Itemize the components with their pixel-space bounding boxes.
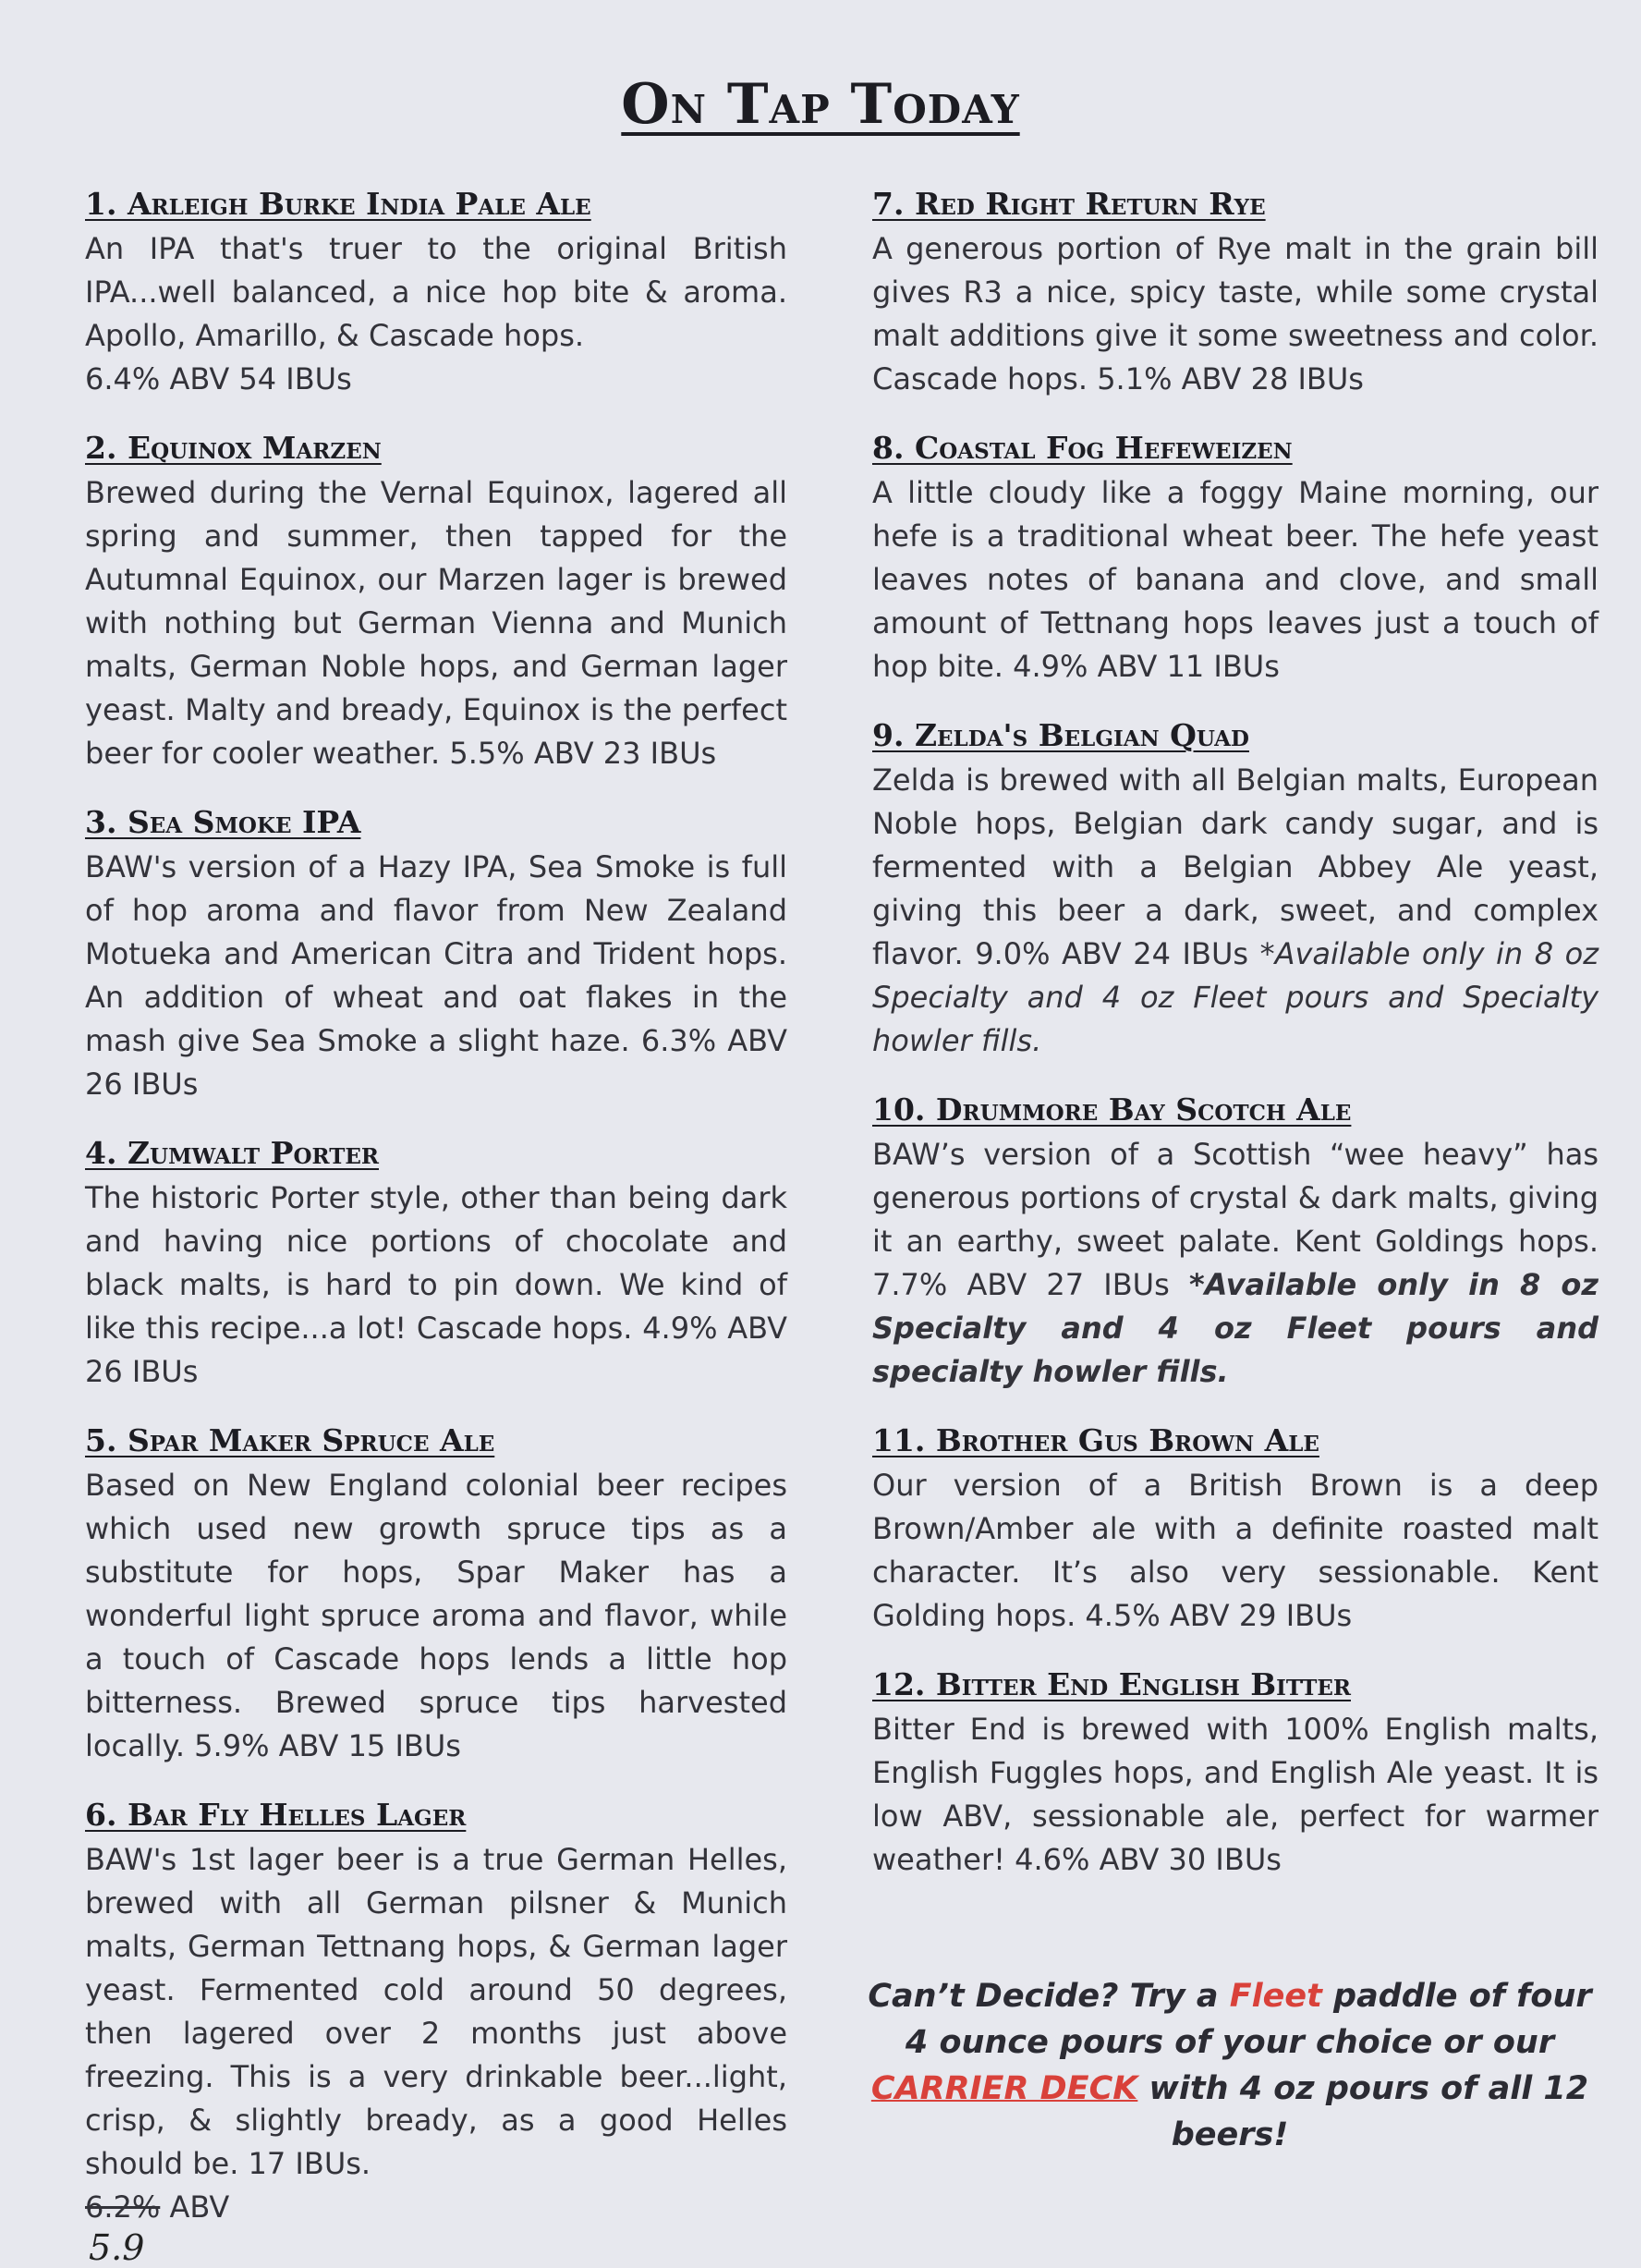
beer-item-3 [85, 799, 787, 1106]
beer-name: 3. Sea Smoke IPA [85, 804, 361, 840]
promo-callout [865, 1973, 1595, 2158]
availability-note: *Available only in 8 oz Specialty and 4 oz Fleet pours and Specialty howler fills. [872, 936, 1599, 1058]
beer-name: 8. Coastal Fog Hefeweizen [872, 430, 1293, 466]
promo-text: Can’t Decide? Try a [868, 1978, 1230, 2015]
struck-abv: 6.2% [85, 2189, 161, 2225]
beer-item-9 [872, 713, 1598, 1063]
beer-description [872, 1133, 1598, 1394]
beer-name: 4. Zumwalt Porter [85, 1135, 379, 1171]
beer-name: 12. Bitter End English Bitter [872, 1666, 1351, 1702]
beer-name: 11. Brother Gus Brown Ale [872, 1422, 1319, 1458]
promo-fleet: Fleet [1229, 1978, 1322, 2015]
beer-name: 10. Drummore Bay Scotch Ale [872, 1091, 1352, 1128]
beer-description: BAW's 1st lager beer is a true German Helles, brewed with all German pilsner & Munich malts, German Tettnang hops, & German lager yeast. Fermented cold around 50 degrees, then lagered over 2 months just above freezing. This is a very drinkable beer...light, crisp, & slightly bready, as a good Helles should be. 17 IBUs. [85, 1842, 787, 2181]
beer-item-11 [872, 1418, 1598, 1638]
promo-text: paddle of four 4 ounce pours of your choice or our [905, 1978, 1592, 2061]
abv-unit: ABV [169, 2189, 230, 2225]
beer-item-12 [872, 1662, 1598, 1882]
beer-description: A little cloudy like a foggy Maine morning, our hefe is a traditional wheat beer. The hefe yeast leaves notes of banana and clove, and small amount of Tettnang hops leaves just a touch of hop bite. 4.9% ABV 11 IBUs [872, 475, 1598, 684]
beer-name: 6. Bar Fly Helles Lager [85, 1797, 467, 1833]
beer-item-2 [85, 425, 787, 775]
availability-note: *Available only in 8 oz Specialty and 4 oz Fleet pours and specialty howler fills. [872, 1267, 1599, 1389]
beer-name: 5. Spar Maker Spruce Ale [85, 1422, 495, 1458]
description-text: Zelda is brewed with all Belgian malts, European Noble hops, Belgian dark candy sugar, and is fermented with a Belgian Abbey Ale yeast, giving this beer a dark, sweet, and complex flavor. 9.0% ABV 24 IBUs [872, 762, 1598, 971]
beer-name: 9. Zelda's Belgian Quad [872, 717, 1249, 753]
description-text: BAW’s version of a Scottish “wee heavy” has generous portions of crystal & dark malts, giving it an earthy, sweet palate. Kent Goldings hops. 7.7% ABV 27 IBUs [872, 1137, 1598, 1302]
beer-item-6 [85, 1792, 787, 2266]
beer-description: Brewed during the Vernal Equinox, lagered all spring and summer, then tapped for the Autumnal Equinox, our Marzen lager is brewed with nothing but German Vienna and Munich malts, German Noble hops, and German lager yeast. Malty and bready, Equinox is the perfect beer for cooler weather. 5.5% ABV 23 IBUs [85, 475, 787, 771]
beer-abv-line [85, 2186, 787, 2229]
promo-carrier-deck: CARRIER DECK [870, 2070, 1138, 2107]
beer-item-8 [872, 425, 1598, 689]
left-column [85, 181, 787, 2266]
beer-item-4 [85, 1130, 787, 1394]
handwritten-abv: 5.9 [89, 2227, 145, 2268]
beer-description: A generous portion of Rye malt in the grain bill gives R3 a nice, spicy taste, while some crystal malt additions give it some sweetness and color. Cascade hops. 5.1% ABV 28 IBUs [872, 231, 1598, 396]
beer-description: The historic Porter style, other than being dark and having nice portions of chocolate and black malts, is hard to pin down. We kind of like this recipe...a lot! Cascade hops. 4.9% ABV 26 IBUs [85, 1180, 787, 1389]
beer-name: 1. Arleigh Burke India Pale Ale [85, 186, 591, 222]
beer-description [872, 759, 1598, 1063]
beer-item-5 [85, 1418, 787, 1768]
beer-name: 7. Red Right Return Rye [872, 186, 1266, 222]
beer-stats: 6.4% ABV 54 IBUs [85, 361, 352, 396]
beer-item-7 [872, 181, 1598, 401]
promo-text: with 4 oz pours of all 12 beers! [1137, 2070, 1589, 2153]
beer-name: 2. Equinox Marzen [85, 430, 382, 466]
page-title: On Tap Today [621, 72, 1020, 137]
beer-item-1 [85, 181, 787, 401]
right-column [872, 181, 1598, 1882]
beer-description: Based on New England colonial beer recipes which used new growth spruce tips as a substitute for hops, Spar Maker has a wonderful light spruce aroma and flavor, while a touch of Cascade hops lends a little hop bitterness. Brewed spruce tips harvested locally. 5.9% ABV 15 IBUs [85, 1468, 787, 1763]
beer-description: BAW's version of a Hazy IPA, Sea Smoke is full of hop aroma and flavor from New Zealand Motueka and American Citra and Trident hops. An addition of wheat and oat flakes in the mash give Sea Smoke a slight haze. 6.3% ABV 26 IBUs [85, 849, 787, 1102]
beer-item-10 [872, 1087, 1598, 1394]
beer-description: An IPA that's truer to the original British IPA...well balanced, a nice hop bite & aroma. Apollo, Amarillo, & Cascade hops. [85, 231, 787, 353]
beer-description: Bitter End is brewed with 100% English malts, English Fuggles hops, and English Ale yeast. It is low ABV, sessionable ale, perfect for warmer weather! 4.6% ABV 30 IBUs [872, 1712, 1598, 1877]
beer-description: Our version of a British Brown is a deep Brown/Amber ale with a definite roasted malt character. It’s also very sessionable. Kent Golding hops. 4.5% ABV 29 IBUs [872, 1468, 1598, 1633]
